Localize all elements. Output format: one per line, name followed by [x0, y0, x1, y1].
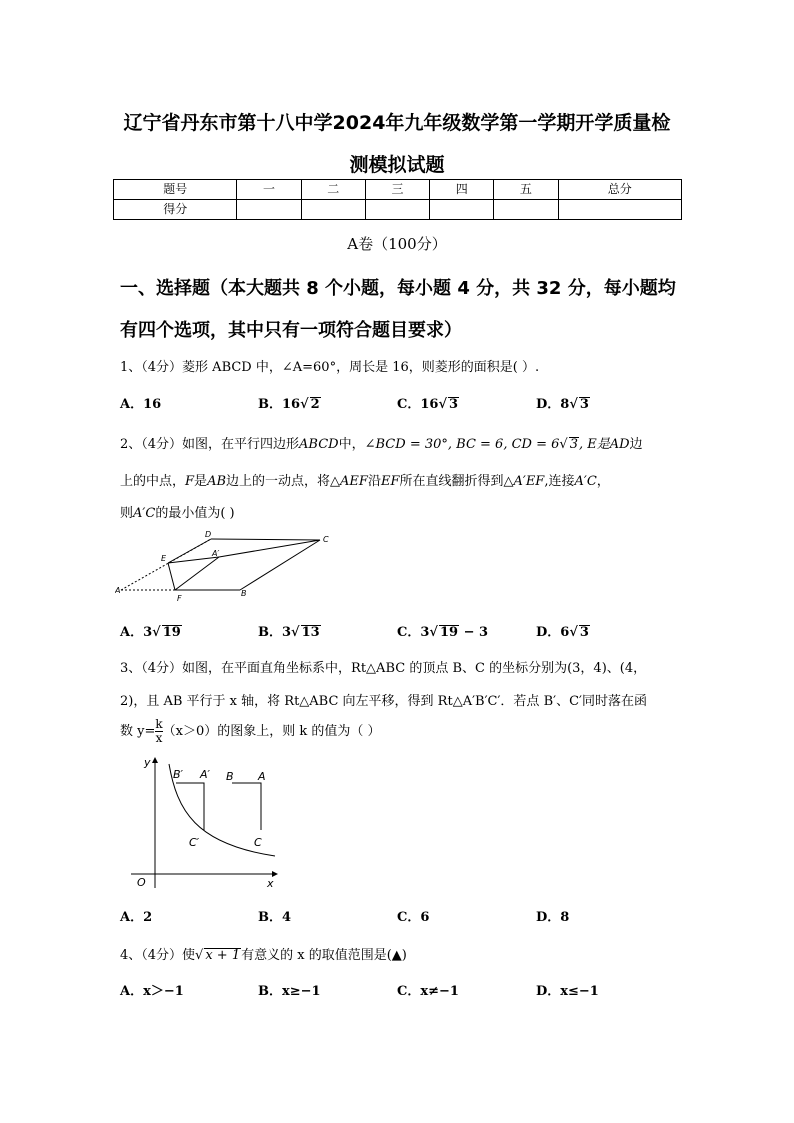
- sqrt-sign: √: [569, 397, 578, 412]
- q2-option-a-text: A．3: [120, 625, 153, 640]
- q3-text: （x＞0）的图象上，则 k 的值为（ ）: [162, 724, 381, 739]
- radicand: 3: [569, 437, 578, 452]
- q2-option-d-text: D．6: [536, 625, 570, 640]
- score-cell[interactable]: [365, 200, 429, 220]
- question-3-line-2: 2)，且 AB 平行于 x 轴，将 Rt△ABC 向左平移，得到 Rt△A′B′C′．若点 B′、C′同时落在函: [120, 694, 647, 709]
- q2-text: 上的中点，: [120, 474, 186, 489]
- title-line-2: 测模拟试题: [349, 154, 445, 176]
- radicand: 13: [301, 625, 320, 640]
- sqrt-sign: √: [429, 625, 438, 640]
- q2-text: 边: [629, 437, 643, 452]
- sqrt-sign: √: [291, 625, 300, 640]
- score-row-label: 得分: [114, 200, 237, 220]
- q4-option-b[interactable]: B．x≥−1: [258, 984, 321, 999]
- q4-option-a[interactable]: A．x＞−1: [120, 984, 184, 999]
- q3-option-b[interactable]: B．4: [258, 910, 292, 925]
- q2-math: A′C: [133, 506, 156, 521]
- q3-coordinate-figure: [125, 752, 285, 894]
- score-cell[interactable]: [301, 200, 365, 220]
- question-2-line-2: [120, 470, 610, 489]
- score-header-cell: 二: [301, 180, 365, 200]
- radicand: 3: [449, 397, 459, 412]
- sqrt-sign: √: [569, 625, 578, 640]
- axis-label-y: y: [144, 756, 151, 769]
- q2-text: 中，: [338, 437, 365, 452]
- score-cell[interactable]: [558, 200, 681, 220]
- q2-parallelogram-figure: [115, 526, 340, 606]
- label-B-prime: B′: [173, 768, 184, 781]
- q4-text: 4、（4分）使: [120, 948, 196, 963]
- q2-text: 的最小值为( ): [155, 506, 235, 521]
- q2-math: ∠BCD = 30°, BC = 6, CD = 6: [364, 437, 560, 452]
- radicand: 3: [579, 625, 589, 640]
- q3-text: 数 y=: [120, 724, 156, 739]
- q1-option-d[interactable]: [536, 393, 590, 412]
- q3-option-a[interactable]: A．2: [120, 910, 153, 925]
- section-heading-line-1: 一、选择题（本大题共 8 个小题，每小题 4 分，共 32 分，每小题均: [120, 278, 676, 299]
- origin-label: O: [137, 876, 146, 889]
- sqrt-sign: √: [152, 625, 161, 640]
- q2-math: △AEF: [330, 474, 368, 489]
- fraction-numerator: k: [155, 717, 163, 731]
- score-header-cell: 四: [430, 180, 494, 200]
- q2-option-b-text: B．3: [258, 625, 292, 640]
- label-D: D: [205, 530, 212, 539]
- q2-option-d[interactable]: [536, 621, 590, 640]
- q1-option-a-text: A．16: [120, 397, 162, 412]
- q2-math: AD: [609, 437, 630, 452]
- score-header-cell: 总分: [558, 180, 681, 200]
- question-2-line-3: [120, 502, 235, 521]
- label-A: A: [115, 586, 121, 595]
- score-header-cell: 三: [365, 180, 429, 200]
- q2-option-c[interactable]: [397, 621, 488, 640]
- q2-text: ，: [596, 474, 610, 489]
- label-C: C: [254, 836, 262, 849]
- label-C-prime: C′: [189, 836, 200, 849]
- label-B: B: [226, 770, 234, 783]
- label-B: B: [241, 589, 247, 598]
- q2-text: 2、（4分）如图，在平行四边形: [120, 437, 300, 452]
- q2-math: , E是: [578, 437, 610, 452]
- score-table-score-row: [114, 200, 682, 220]
- radicand: x + 1: [205, 948, 241, 963]
- title-line-1: 辽宁省丹东市第十八中学2024年九年级数学第一学期开学质量检: [123, 112, 671, 134]
- question-3-line-3: [120, 718, 381, 745]
- q2-option-c-text: C．3: [397, 625, 430, 640]
- q2-text: 所在直线翻折得到: [399, 474, 504, 489]
- question-3-line-1: 3、（4分）如图，在平面直角坐标系中，Rt△ABC 的顶点 B、C 的坐标分别为(3，4)、(4，: [120, 661, 647, 676]
- q3-option-d[interactable]: D．8: [536, 910, 570, 925]
- q2-option-b[interactable]: [258, 621, 321, 640]
- question-1-text: 1、（4分）菱形 ABCD 中，∠A=60°，周长是 16，则菱形的面积是( ）.: [120, 360, 540, 375]
- question-2-line-1: [120, 433, 643, 452]
- q2-text: 沿: [367, 474, 381, 489]
- q2-math: ABCD: [299, 437, 339, 452]
- label-C: C: [323, 535, 329, 544]
- q4-option-d[interactable]: D．x≤−1: [536, 984, 599, 999]
- fraction-denominator: x: [155, 731, 163, 745]
- sqrt-sign: √: [300, 397, 309, 412]
- score-cell[interactable]: [494, 200, 558, 220]
- paper-part-heading: A卷（100分）: [347, 235, 447, 253]
- question-4-text: [120, 944, 407, 963]
- q1-option-a[interactable]: [120, 393, 161, 412]
- q1-option-d-text: D．8: [536, 397, 570, 412]
- radicand: 3: [579, 397, 589, 412]
- radicand: 19: [162, 625, 181, 640]
- q3-option-c[interactable]: C．6: [397, 910, 430, 925]
- q2-option-c-text-post: − 3: [459, 625, 489, 640]
- axis-label-x: x: [267, 877, 274, 890]
- q1-option-c[interactable]: [397, 393, 459, 412]
- q2-math: AB: [207, 474, 227, 489]
- fraction-k-over-x: [155, 718, 162, 745]
- radicand: 2: [310, 397, 320, 412]
- q2-math: A′C: [574, 474, 597, 489]
- sqrt-sign: √: [559, 437, 568, 452]
- q2-text: 则: [120, 506, 134, 521]
- q1-option-b[interactable]: [258, 393, 321, 412]
- label-F: F: [177, 594, 182, 603]
- q2-math: EF: [380, 474, 400, 489]
- score-cell[interactable]: [237, 200, 301, 220]
- section-heading-line-2: 有四个选项，其中只有一项符合题目要求）: [120, 320, 462, 341]
- score-header-cell: 一: [237, 180, 301, 200]
- q2-math: F: [185, 474, 195, 489]
- label-E: E: [161, 554, 167, 563]
- score-table: [113, 179, 682, 220]
- sqrt-sign: √: [438, 397, 447, 412]
- q2-text: 是: [194, 474, 208, 489]
- q2-text: 边上的一动点，将: [226, 474, 331, 489]
- sqrt-sign: √: [195, 948, 204, 963]
- label-A: A: [258, 770, 266, 783]
- label-A-prime: A′: [212, 549, 220, 558]
- label-A-prime: A′: [200, 768, 211, 781]
- q2-math: △A′EF: [503, 474, 545, 489]
- q2-option-a[interactable]: [120, 621, 182, 640]
- score-header-cell: 五: [494, 180, 558, 200]
- score-table-header-row: [114, 180, 682, 200]
- q2-text: ,连接: [544, 474, 575, 489]
- radicand: 19: [439, 625, 459, 640]
- q1-option-b-text: B．16: [258, 397, 301, 412]
- q4-text: 有意义的 x 的取值范围是(▲): [241, 948, 407, 963]
- score-header-cell: 题号: [114, 180, 237, 200]
- score-cell[interactable]: [430, 200, 494, 220]
- q4-option-c[interactable]: C．x≠−1: [397, 984, 459, 999]
- q1-option-c-text: C．16: [397, 397, 439, 412]
